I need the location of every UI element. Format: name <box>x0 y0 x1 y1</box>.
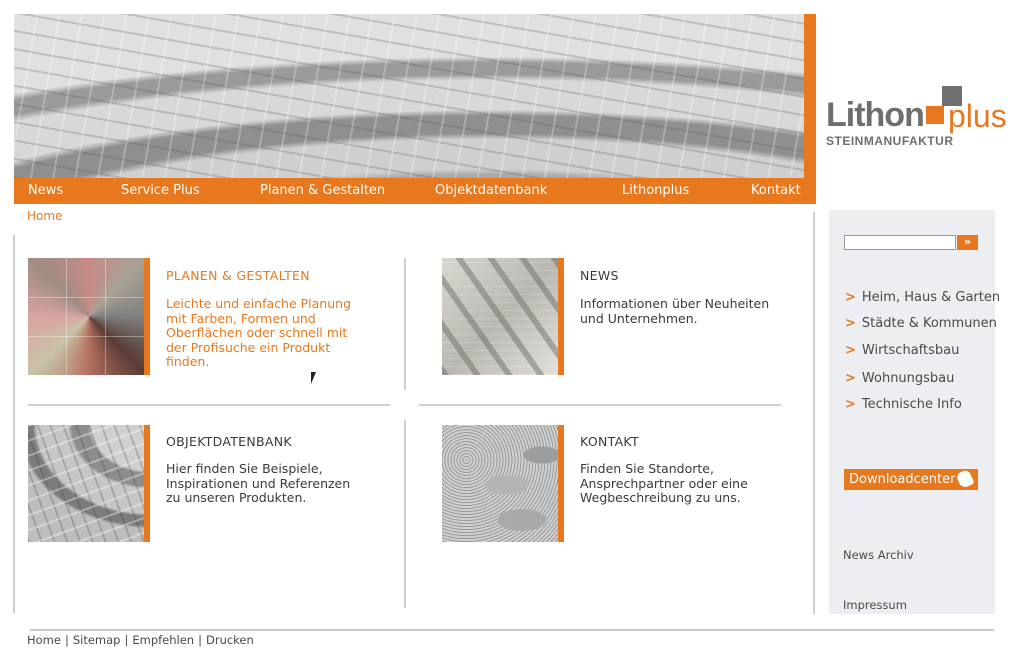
sidebar-link-wohnungsbau[interactable] <box>845 371 954 386</box>
mouse-pointer-icon <box>311 372 321 384</box>
content-divider-top <box>404 258 406 390</box>
thumb-accent <box>144 425 150 542</box>
footer-divider <box>30 629 994 631</box>
footer-separator: | <box>124 633 129 647</box>
nav-service-plus[interactable]: Service Plus <box>121 183 200 198</box>
main-nav <box>14 178 816 204</box>
footer-drucken-link[interactable]: Drucken <box>205 633 254 647</box>
footer-separator: | <box>198 633 202 647</box>
logo-word: Lithon <box>826 96 924 134</box>
arrow-right-icon: > <box>845 316 856 331</box>
nav-kontakt[interactable]: Kontakt <box>751 183 801 198</box>
news-archive-link[interactable]: News Archiv <box>843 548 914 562</box>
objektdatenbank-text: Hier finden Sie Beispiele, Inspirationen und Referenzen zu unseren Produkten. <box>166 461 351 505</box>
nav-planen-gestalten[interactable]: Planen & Gestalten <box>260 183 386 198</box>
hand-pointer-icon <box>955 469 974 489</box>
nav-news[interactable]: News <box>28 183 64 198</box>
objektdatenbank-image[interactable] <box>28 425 150 542</box>
impressum-link[interactable]: Impressum <box>843 598 907 612</box>
sidebar-link-technische-info[interactable] <box>845 397 962 412</box>
news-title[interactable]: NEWS <box>580 268 619 283</box>
downloadcenter-button[interactable] <box>844 469 978 490</box>
downloadcenter-label: Downloadcenter <box>849 472 956 487</box>
kontakt-image[interactable] <box>442 425 564 542</box>
nav-objektdatenbank[interactable]: Objektdatenbank <box>435 183 548 198</box>
sidebar-link-label: Wohnungsbau <box>861 371 955 386</box>
logo-plus: plus <box>948 98 1007 134</box>
content-left-border <box>13 235 15 613</box>
arrow-right-icon: > <box>845 343 856 358</box>
nav-lithonplus[interactable]: Lithonplus <box>622 183 690 198</box>
arrow-right-icon: > <box>845 371 856 386</box>
kontakt-title[interactable]: KONTAKT <box>580 434 639 449</box>
news-text: Informationen über Neuheiten und Unternehmen. <box>580 296 770 326</box>
footer-separator: | <box>64 633 69 647</box>
logo-square-orange <box>926 106 944 124</box>
breadcrumb-home[interactable]: Home <box>27 209 63 223</box>
row-divider-left <box>28 404 390 406</box>
planen-gestalten-text[interactable]: Leichte und einfache Planung mit Farben, Formen und Oberflächen oder schnell mit der Profisuche ein Produkt finden. <box>166 296 351 369</box>
thumb-accent <box>558 258 564 375</box>
search-submit-button[interactable]: » <box>957 235 978 250</box>
footer-empfehlen-link[interactable]: Empfehlen <box>132 633 195 647</box>
sidebar-link-wirtschaftsbau[interactable] <box>845 343 959 358</box>
planen-gestalten-title[interactable]: PLANEN & GESTALTEN <box>166 268 310 283</box>
sidebar-link-label: Heim, Haus & Garten <box>861 290 1001 305</box>
footer-sitemap-link[interactable]: Sitemap <box>72 633 121 647</box>
lithonplus-logo[interactable] <box>826 86 1016 156</box>
arrow-right-icon: > <box>845 290 856 305</box>
logo-tagline: STEINMANUFAKTUR <box>826 134 954 148</box>
content-divider-bottom <box>404 420 406 608</box>
sidebar-link-heim-haus-garten[interactable] <box>845 290 1000 305</box>
thumb-accent <box>144 258 150 375</box>
footer-home-link[interactable]: Home <box>27 633 61 647</box>
footer-links <box>27 633 254 647</box>
header-image <box>14 14 804 178</box>
sidebar-link-label: Wirtschaftsbau <box>861 343 960 358</box>
kontakt-text: Finden Sie Standorte, Ansprechpartner oder eine Wegbeschreibung zu uns. <box>580 461 748 505</box>
row-divider-right <box>419 404 781 406</box>
news-image[interactable] <box>442 258 564 375</box>
planen-gestalten-image[interactable] <box>28 258 150 375</box>
search-input[interactable] <box>844 235 956 250</box>
sidebar-link-label: Städte & Kommunen <box>861 316 997 331</box>
objektdatenbank-title[interactable]: OBJEKTDATENBANK <box>166 434 292 449</box>
sidebar-link-staedte-kommunen[interactable] <box>845 316 997 331</box>
thumb-accent <box>558 425 564 542</box>
content-right-border <box>813 212 815 614</box>
sidebar-link-label: Technische Info <box>861 397 962 412</box>
arrow-right-icon: > <box>845 397 856 412</box>
header-image-accent <box>804 14 816 178</box>
